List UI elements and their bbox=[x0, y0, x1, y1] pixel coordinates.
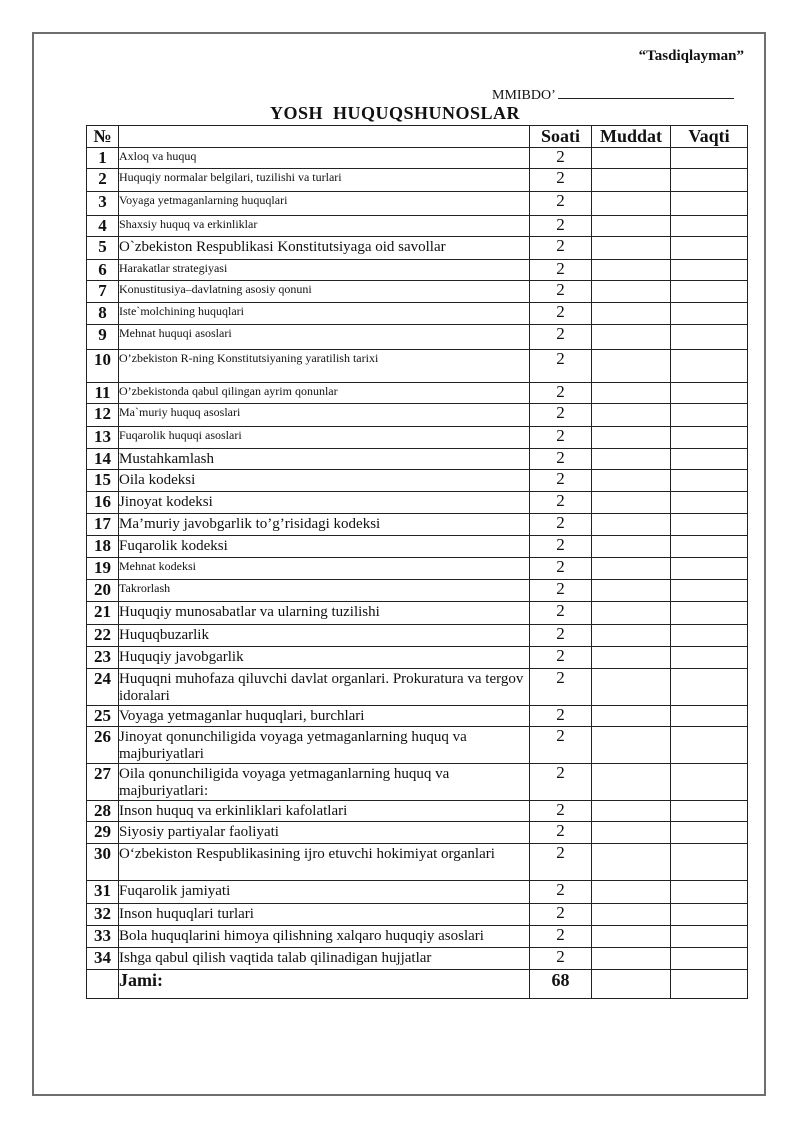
table-row bbox=[87, 260, 748, 281]
row-topic: Oila kodeksi bbox=[119, 470, 530, 492]
row-term-cell bbox=[592, 558, 671, 580]
row-term-cell bbox=[592, 926, 671, 948]
row-topic: Harakatlar strategiyasi bbox=[119, 260, 530, 281]
col-header-term: Muddat bbox=[592, 126, 671, 148]
row-topic: Mustahkamlash bbox=[119, 449, 530, 470]
row-number: 10 bbox=[87, 350, 119, 383]
row-number: 21 bbox=[87, 602, 119, 625]
row-hours: 2 bbox=[530, 764, 592, 801]
row-time-cell bbox=[671, 350, 748, 383]
row-hours: 2 bbox=[530, 602, 592, 625]
row-time-cell bbox=[671, 237, 748, 260]
row-time-cell bbox=[671, 216, 748, 237]
row-hours: 2 bbox=[530, 449, 592, 470]
row-hours: 2 bbox=[530, 580, 592, 602]
row-term-cell bbox=[592, 237, 671, 260]
row-hours: 2 bbox=[530, 948, 592, 970]
row-number: 20 bbox=[87, 580, 119, 602]
row-number: 3 bbox=[87, 192, 119, 216]
row-topic: Inson huquq va erkinliklari kafolatlari bbox=[119, 801, 530, 822]
row-term-cell bbox=[592, 844, 671, 881]
col-header-hours: Soati bbox=[530, 126, 592, 148]
row-time-cell bbox=[671, 948, 748, 970]
row-time-cell bbox=[671, 427, 748, 449]
table-row bbox=[87, 281, 748, 303]
row-number: 32 bbox=[87, 904, 119, 926]
row-number: 6 bbox=[87, 260, 119, 281]
row-number: 19 bbox=[87, 558, 119, 580]
table-row bbox=[87, 237, 748, 260]
row-hours: 2 bbox=[530, 169, 592, 192]
row-topic: Fuqarolik huquqi asoslari bbox=[119, 427, 530, 449]
table-row bbox=[87, 470, 748, 492]
row-hours: 2 bbox=[530, 669, 592, 706]
row-term-cell bbox=[592, 727, 671, 764]
table-row bbox=[87, 148, 748, 169]
row-number: 33 bbox=[87, 926, 119, 948]
row-term-cell bbox=[592, 492, 671, 514]
row-number: 24 bbox=[87, 669, 119, 706]
row-hours: 2 bbox=[530, 625, 592, 647]
row-hours: 2 bbox=[530, 325, 592, 350]
table-row bbox=[87, 216, 748, 237]
row-number: 15 bbox=[87, 470, 119, 492]
row-topic: Huquqiy munosabatlar va ularning tuzilishi bbox=[119, 602, 530, 625]
table-row bbox=[87, 881, 748, 904]
row-number: 7 bbox=[87, 281, 119, 303]
table-row bbox=[87, 383, 748, 404]
row-topic: Mehnat kodeksi bbox=[119, 558, 530, 580]
row-time-cell bbox=[671, 706, 748, 727]
row-topic: Shaxsiy huquq va erkinliklar bbox=[119, 216, 530, 237]
row-topic: Ma’muriy javobgarlik to’g’risidagi kodeksi bbox=[119, 514, 530, 536]
row-time-cell bbox=[671, 558, 748, 580]
row-hours: 2 bbox=[530, 237, 592, 260]
row-topic: Voyaga yetmaganlar huquqlari, burchlari bbox=[119, 706, 530, 727]
row-topic: Takrorlash bbox=[119, 580, 530, 602]
row-hours: 2 bbox=[530, 536, 592, 558]
row-number: 29 bbox=[87, 822, 119, 844]
total-row bbox=[87, 970, 748, 999]
table-row bbox=[87, 303, 748, 325]
table-row bbox=[87, 764, 748, 801]
table-row bbox=[87, 192, 748, 216]
total-number-cell bbox=[87, 970, 119, 999]
row-time-cell bbox=[671, 647, 748, 669]
row-hours: 2 bbox=[530, 558, 592, 580]
table-row bbox=[87, 404, 748, 427]
row-time-cell bbox=[671, 169, 748, 192]
row-hours: 2 bbox=[530, 904, 592, 926]
row-time-cell bbox=[671, 764, 748, 801]
table-row bbox=[87, 580, 748, 602]
row-time-cell bbox=[671, 383, 748, 404]
row-term-cell bbox=[592, 602, 671, 625]
row-time-cell bbox=[671, 822, 748, 844]
row-term-cell bbox=[592, 647, 671, 669]
table-row bbox=[87, 169, 748, 192]
row-time-cell bbox=[671, 148, 748, 169]
table-row bbox=[87, 536, 748, 558]
row-hours: 2 bbox=[530, 822, 592, 844]
row-topic: Voyaga yetmaganlarning huquqlari bbox=[119, 192, 530, 216]
row-time-cell bbox=[671, 881, 748, 904]
row-hours: 2 bbox=[530, 514, 592, 536]
row-topic: Fuqarolik kodeksi bbox=[119, 536, 530, 558]
row-term-cell bbox=[592, 764, 671, 801]
table-row bbox=[87, 492, 748, 514]
table-row bbox=[87, 669, 748, 706]
row-topic: Huquqiy javobgarlik bbox=[119, 647, 530, 669]
row-term-cell bbox=[592, 148, 671, 169]
row-term-cell bbox=[592, 669, 671, 706]
row-number: 11 bbox=[87, 383, 119, 404]
table-row bbox=[87, 350, 748, 383]
row-topic: Axloq va huquq bbox=[119, 148, 530, 169]
total-hours: 68 bbox=[530, 970, 592, 999]
row-topic: Huquqni muhofaza qiluvchi davlat organlari. Prokuratura va tergov idoralari bbox=[119, 669, 530, 706]
row-number: 14 bbox=[87, 449, 119, 470]
col-header-topic bbox=[119, 126, 530, 148]
table-row bbox=[87, 602, 748, 625]
row-time-cell bbox=[671, 260, 748, 281]
row-time-cell bbox=[671, 470, 748, 492]
table-row bbox=[87, 647, 748, 669]
row-hours: 2 bbox=[530, 801, 592, 822]
row-topic: Siyosiy partiyalar faoliyati bbox=[119, 822, 530, 844]
col-header-time: Vaqti bbox=[671, 126, 748, 148]
row-hours: 2 bbox=[530, 647, 592, 669]
row-time-cell bbox=[671, 801, 748, 822]
table-row bbox=[87, 801, 748, 822]
row-topic: O`zbekiston Respublikasi Konstitutsiyaga oid savollar bbox=[119, 237, 530, 260]
row-time-cell bbox=[671, 404, 748, 427]
table-row bbox=[87, 822, 748, 844]
row-hours: 2 bbox=[530, 148, 592, 169]
row-number: 18 bbox=[87, 536, 119, 558]
row-number: 5 bbox=[87, 237, 119, 260]
table-header-row bbox=[87, 126, 748, 148]
table-row bbox=[87, 706, 748, 727]
row-time-cell bbox=[671, 536, 748, 558]
row-term-cell bbox=[592, 706, 671, 727]
row-hours: 2 bbox=[530, 404, 592, 427]
row-term-cell bbox=[592, 260, 671, 281]
table-row bbox=[87, 926, 748, 948]
row-topic: Huquqbuzarlik bbox=[119, 625, 530, 647]
row-term-cell bbox=[592, 801, 671, 822]
row-number: 12 bbox=[87, 404, 119, 427]
row-hours: 2 bbox=[530, 350, 592, 383]
row-time-cell bbox=[671, 844, 748, 881]
total-term-cell bbox=[592, 970, 671, 999]
row-term-cell bbox=[592, 948, 671, 970]
org-signature-line bbox=[492, 86, 734, 104]
row-term-cell bbox=[592, 303, 671, 325]
row-term-cell bbox=[592, 449, 671, 470]
row-number: 26 bbox=[87, 727, 119, 764]
row-term-cell bbox=[592, 383, 671, 404]
row-topic: O’zbekiston R-ning Konstitutsiyaning yaratilish tarixi bbox=[119, 350, 530, 383]
approval-heading: “Tasdiqlayman” bbox=[638, 48, 744, 64]
row-term-cell bbox=[592, 281, 671, 303]
row-term-cell bbox=[592, 625, 671, 647]
row-hours: 2 bbox=[530, 216, 592, 237]
row-number: 30 bbox=[87, 844, 119, 881]
row-time-cell bbox=[671, 602, 748, 625]
row-number: 1 bbox=[87, 148, 119, 169]
row-term-cell bbox=[592, 536, 671, 558]
row-time-cell bbox=[671, 727, 748, 764]
row-number: 25 bbox=[87, 706, 119, 727]
row-topic: Inson huquqlari turlari bbox=[119, 904, 530, 926]
row-term-cell bbox=[592, 822, 671, 844]
row-hours: 2 bbox=[530, 192, 592, 216]
row-term-cell bbox=[592, 881, 671, 904]
total-label: Jami: bbox=[119, 970, 530, 999]
row-time-cell bbox=[671, 281, 748, 303]
row-topic: Ishga qabul qilish vaqtida talab qilinadigan hujjatlar bbox=[119, 948, 530, 970]
row-topic: Huquqiy normalar belgilari, tuzilishi va turlari bbox=[119, 169, 530, 192]
row-hours: 2 bbox=[530, 727, 592, 764]
row-term-cell bbox=[592, 325, 671, 350]
row-topic: Jinoyat qonunchiligida voyaga yetmaganlarning huquq va majburiyatlari bbox=[119, 727, 530, 764]
row-topic: Bola huquqlarini himoya qilishning xalqaro huquqiy asoslari bbox=[119, 926, 530, 948]
row-hours: 2 bbox=[530, 281, 592, 303]
row-number: 13 bbox=[87, 427, 119, 449]
table-row bbox=[87, 904, 748, 926]
row-topic: Ma`muriy huquq asoslari bbox=[119, 404, 530, 427]
row-number: 22 bbox=[87, 625, 119, 647]
table-row bbox=[87, 558, 748, 580]
row-term-cell bbox=[592, 514, 671, 536]
row-topic: Iste`molchining huquqlari bbox=[119, 303, 530, 325]
row-number: 23 bbox=[87, 647, 119, 669]
row-time-cell bbox=[671, 904, 748, 926]
row-time-cell bbox=[671, 625, 748, 647]
total-time-cell bbox=[671, 970, 748, 999]
row-term-cell bbox=[592, 470, 671, 492]
row-term-cell bbox=[592, 404, 671, 427]
row-hours: 2 bbox=[530, 926, 592, 948]
row-topic: O’zbekistonda qabul qilingan ayrim qonunlar bbox=[119, 383, 530, 404]
row-time-cell bbox=[671, 926, 748, 948]
table-row bbox=[87, 948, 748, 970]
row-topic: Oila qonunchiligida voyaga yetmaganlarning huquq va majburiyatlari: bbox=[119, 764, 530, 801]
row-number: 8 bbox=[87, 303, 119, 325]
table-row bbox=[87, 625, 748, 647]
row-hours: 2 bbox=[530, 260, 592, 281]
row-time-cell bbox=[671, 580, 748, 602]
row-hours: 2 bbox=[530, 492, 592, 514]
row-number: 2 bbox=[87, 169, 119, 192]
signature-blank bbox=[558, 86, 734, 99]
row-topic: Mehnat huquqi asoslari bbox=[119, 325, 530, 350]
table-row bbox=[87, 514, 748, 536]
col-header-number: № bbox=[87, 126, 119, 148]
row-term-cell bbox=[592, 216, 671, 237]
table-row bbox=[87, 325, 748, 350]
row-topic: O‘zbekiston Respublikasining ijro etuvchi hokimiyat organlari bbox=[119, 844, 530, 881]
row-number: 28 bbox=[87, 801, 119, 822]
row-time-cell bbox=[671, 669, 748, 706]
row-number: 31 bbox=[87, 881, 119, 904]
row-number: 17 bbox=[87, 514, 119, 536]
row-time-cell bbox=[671, 303, 748, 325]
row-number: 16 bbox=[87, 492, 119, 514]
row-time-cell bbox=[671, 325, 748, 350]
row-term-cell bbox=[592, 169, 671, 192]
row-term-cell bbox=[592, 192, 671, 216]
org-label: MMIBDO’ bbox=[492, 88, 556, 103]
row-time-cell bbox=[671, 492, 748, 514]
row-time-cell bbox=[671, 192, 748, 216]
document-title: YOSH HUQUQSHUNOSLAR bbox=[270, 103, 521, 123]
row-hours: 2 bbox=[530, 844, 592, 881]
table-row bbox=[87, 844, 748, 881]
row-number: 9 bbox=[87, 325, 119, 350]
schedule-table bbox=[86, 125, 748, 999]
row-hours: 2 bbox=[530, 383, 592, 404]
row-number: 4 bbox=[87, 216, 119, 237]
table-row bbox=[87, 449, 748, 470]
row-time-cell bbox=[671, 449, 748, 470]
table-row bbox=[87, 727, 748, 764]
row-topic: Konustitusiya–davlatning asosiy qonuni bbox=[119, 281, 530, 303]
row-number: 27 bbox=[87, 764, 119, 801]
row-hours: 2 bbox=[530, 427, 592, 449]
row-number: 34 bbox=[87, 948, 119, 970]
row-hours: 2 bbox=[530, 881, 592, 904]
row-hours: 2 bbox=[530, 470, 592, 492]
row-term-cell bbox=[592, 904, 671, 926]
row-term-cell bbox=[592, 580, 671, 602]
row-topic: Fuqarolik jamiyati bbox=[119, 881, 530, 904]
row-topic: Jinoyat kodeksi bbox=[119, 492, 530, 514]
table-row bbox=[87, 427, 748, 449]
row-time-cell bbox=[671, 514, 748, 536]
row-hours: 2 bbox=[530, 706, 592, 727]
row-hours: 2 bbox=[530, 303, 592, 325]
row-term-cell bbox=[592, 350, 671, 383]
row-term-cell bbox=[592, 427, 671, 449]
